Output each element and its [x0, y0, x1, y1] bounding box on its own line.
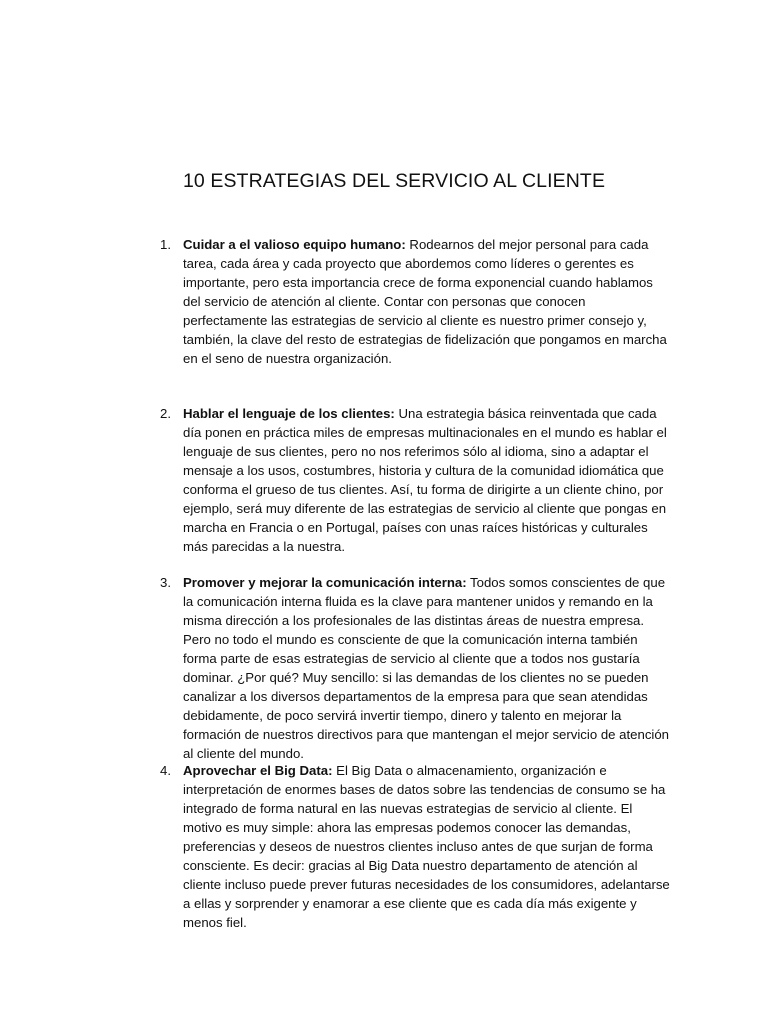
list-item-heading: Cuidar a el valioso equipo humano:	[183, 237, 406, 252]
list-item	[160, 235, 670, 368]
list-item	[160, 761, 670, 932]
page-title: 10 ESTRATEGIAS DEL SERVICIO AL CLIENTE	[182, 170, 606, 192]
list-item	[160, 404, 670, 556]
list-item-number: 3.	[160, 575, 171, 590]
list-item-body	[183, 235, 670, 368]
list-item-number: 1.	[160, 237, 171, 252]
list-item-heading: Hablar el lenguaje de los clientes:	[183, 406, 395, 421]
list-item-body	[183, 404, 670, 556]
list-item	[160, 573, 670, 763]
list-item-heading: Promover y mejorar la comunicación interna:	[183, 575, 467, 590]
list-item-text: Todos somos conscientes de que la comunicación interna fluida es la clave para mantener unidos y remando en la misma dirección a los profesionales de las distintas áreas de nuestra empresa. Pero no todo el mundo es consciente de que la comunicación interna también forma parte de esas estrategias de servicio al cliente que a todos nos gustaría dominar. ¿Por qué? Muy sencillo: si las demandas de los clientes no se pueden canalizar a los diversos departamentos de la empresa para que sean atendidas debidamente, de poco servirá invertir tiempo, dinero y talento en mejorar la formación de nuestros directivos para que mantengan el mejor servicio de atención al cliente del mundo.	[183, 575, 670, 761]
list-item-number: 4.	[160, 763, 171, 778]
list-item-heading: Aprovechar el Big Data:	[183, 763, 333, 778]
list-item-body	[183, 573, 670, 763]
list-item-body	[183, 761, 670, 932]
list-item-text: Una estrategia básica reinventada que cada día ponen en práctica miles de empresas multinacionales en el mundo es hablar el lenguaje de sus clientes, pero no nos referimos sólo al idioma, sino a adaptar el mensaje a los usos, costumbres, historia y cultura de la comunidad idiomática que conforma el grueso de tus clientes. Así, tu forma de dirigirte a un cliente chino, por ejemplo, será muy diferente de las estrategias de servicio al cliente que pongas en marcha en Francia o en Portugal, países con unas raíces históricas y culturales más parecidas a la nuestra.	[183, 406, 667, 554]
list-item-number: 2.	[160, 406, 171, 421]
list-item-text: Rodearnos del mejor personal para cada tarea, cada área y cada proyecto que abordemos como líderes o gerentes es importante, pero esta importancia crece de forma exponencial cuando hablamos del servicio de atención al cliente. Contar con personas que conocen perfectamente las estrategias de servicio al cliente es nuestro primer consejo y, también, la clave del resto de estrategias de fidelización que pongamos en marcha en el seno de nuestra organización.	[183, 237, 667, 366]
list-item-text: El Big Data o almacenamiento, organización e interpretación de enormes bases de datos sobre las tendencias de consumo se ha integrado de forma natural en las nuevas estrategias de servicio al cliente. El motivo es muy simple: ahora las empresas podemos conocer las demandas, preferencias y deseos de nuestros clientes incluso antes de que surjan de forma consciente. Es decir: gracias al Big Data nuestro departamento de atención al cliente incluso puede prever futuras necesidades de los consumidores, adelantarse a ellas y sorprender y enamorar a ese cliente que es cada día más exigente y menos fiel.	[183, 763, 670, 930]
